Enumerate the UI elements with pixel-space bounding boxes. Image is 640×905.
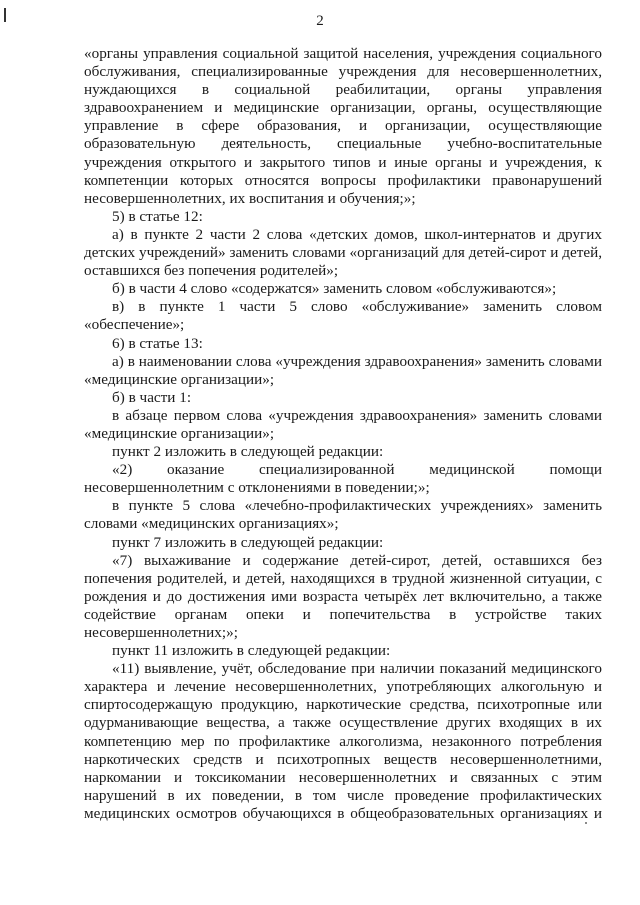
paragraph-first-abstract: в абзаце первом слова «учреждения здравоохранения» заменить словами «медицинские организации»; bbox=[84, 406, 602, 442]
paragraph-point-2-text: «2) оказание специализированной медицинской помощи несовершеннолетним с отклонениями в поведении;»; bbox=[84, 461, 602, 497]
paragraph-article-12: 5) в статье 12: bbox=[112, 207, 203, 225]
paragraph-article-13: 6) в статье 13: bbox=[112, 334, 203, 352]
paragraph-point-5: в пункте 5 слова «лечебно-профилактических учреждениях» заменить словами «медицинских организациях»; bbox=[84, 497, 602, 533]
paragraph-article-12-v: в) в пункте 1 части 5 слово «обслуживание» заменить словом «обеспечение»; bbox=[84, 298, 602, 334]
paragraph-point-7-heading: пункт 7 изложить в следующей редакции: bbox=[112, 533, 384, 551]
document-body bbox=[84, 45, 602, 823]
paragraph-point-11-heading: пункт 11 изложить в следующей редакции: bbox=[112, 642, 391, 660]
paragraph-article-13-a: а) в наименовании слова «учреждения здравоохранения» заменить словами «медицинские организации»; bbox=[84, 352, 602, 388]
page-number: 2 bbox=[316, 13, 324, 29]
paragraph-point-2-heading: пункт 2 изложить в следующей редакции: bbox=[112, 443, 384, 461]
scan-speck bbox=[585, 822, 587, 824]
paragraph-article-12-a: а) в пункте 2 части 2 слова «детских домов, школ-интернатов и других детских учреждений» заменить словами «организаций для детей-сирот и детей, оставшихся без попечения родителей»; bbox=[84, 225, 602, 280]
paragraph-article-13-b: б) в части 1: bbox=[112, 388, 192, 406]
paragraph-point-7-text: «7) выхаживание и содержание детей-сирот, детей, оставшихся без попечения родителей, и детей, находящихся в трудной жизненной ситуации, с рождения и до достижения ими возраста четырёх лет включительно, а также содействие органам опеки и попечительства в устройстве таких несовершеннолетних;»; bbox=[84, 551, 602, 641]
paragraph-article-12-b: б) в части 4 слово «содержатся» заменить словом «обслуживаются»; bbox=[112, 280, 557, 298]
paragraph-bodies-list: «органы управления социальной защитой населения, учреждения социального обслуживания, специализированные учреждения для несовершеннолетних, нуждающихся в социальной реабилитации, органы управления здравоохранением и медицинские организации, органы, осуществляющие управление в сфере образования, и организации, осуществляющие образовательную деятельность, специальные учебно-воспитательные учреждения открытого и закрытого типов и иные органы и учреждения, к компетенции которых относятся вопросы профилактики правонарушений несовершеннолетних, их воспитания и обучения;»; bbox=[84, 45, 602, 207]
paragraph-point-11-text: «11) выявление, учёт, обследование при наличии показаний медицинского характера и лечение несовершеннолетних, употребляющих алкогольную и спиртосодержащую продукцию, наркотические средства, психотропные или одурманивающие вещества, а также осуществление других входящих в их компетенцию мер по профилактике алкоголизма, незаконного потребления наркотических средств и психотропных веществ несовершеннолетними, наркомании и токсикомании несовершеннолетних и связанных с этим нарушений в их поведении, в том числе проведение профилактических медицинских осмотров обучающихся в общеобразовательных организациях и bbox=[84, 660, 602, 822]
